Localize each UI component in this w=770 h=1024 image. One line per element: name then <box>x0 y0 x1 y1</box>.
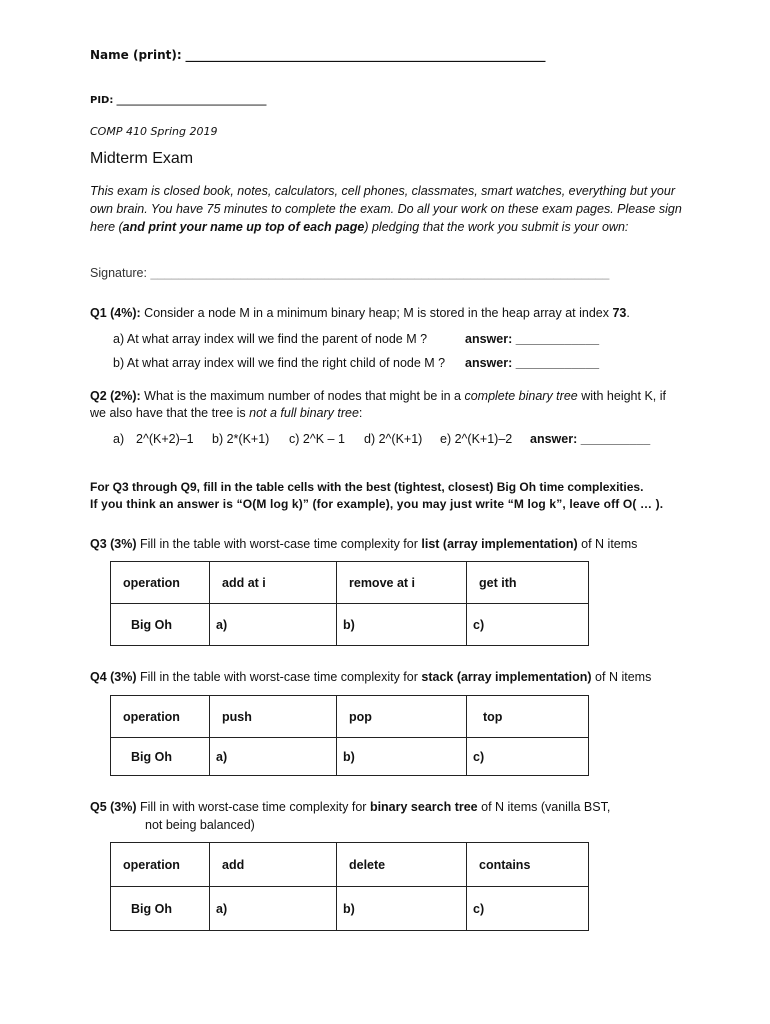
table-row <box>111 887 589 931</box>
table-row-label: Big Oh <box>111 604 210 646</box>
table-answer-cell[interactable]: a) <box>210 887 337 931</box>
q3-text: Fill in the table with worst-case time complexity for <box>136 537 422 551</box>
q5-bold: binary search tree <box>369 800 478 814</box>
table-header-cell: contains <box>467 843 589 887</box>
q2-option-a: 2^(K+2)–1 <box>136 432 194 446</box>
table-header-cell: top <box>467 696 589 738</box>
q1-part-b: b) At what array index will we find the right child of node M ? <box>113 356 446 370</box>
table-header-cell: delete <box>337 843 467 887</box>
q2-prompt-line2 <box>90 406 362 420</box>
table-answer-cell[interactable]: b) <box>337 604 467 646</box>
q2-ital2: not a full binary tree <box>249 406 359 420</box>
table-header-cell: pop <box>337 696 467 738</box>
q2-option-d: d) 2^(K+1) <box>364 432 423 446</box>
q2-line2b: : <box>358 406 363 420</box>
q1-label: Q1 (4%): <box>90 306 141 320</box>
q3-table <box>110 561 589 646</box>
table-row <box>111 604 589 646</box>
table-header-cell: get ith <box>467 562 589 604</box>
table-header-row <box>111 696 589 738</box>
table-header-cell: add at i <box>210 562 337 604</box>
course-label: COMP 410 Spring 2019 <box>90 125 218 138</box>
q3-prompt <box>90 537 637 551</box>
q1-part-a: a) At what array index will we find the parent of node M ? <box>113 332 428 346</box>
instructions-line2: If you think an answer is “O(M log k)” (for example), you may just write “M log k”, leave off O( … ). <box>90 497 664 511</box>
q4-text: Fill in the table with worst-case time complexity for <box>136 670 422 684</box>
q1-end: . <box>626 306 630 320</box>
name-line[interactable]: ____________________________________________________________ <box>185 48 546 62</box>
table-answer-cell[interactable]: b) <box>337 887 467 931</box>
table-header-row <box>111 562 589 604</box>
table-answer-cell[interactable]: c) <box>467 738 589 776</box>
table-answer-cell[interactable]: c) <box>467 604 589 646</box>
q3-label: Q3 (3%) <box>90 537 137 551</box>
instructions-line1: For Q3 through Q9, fill in the table cells with the best (tightest, closest) Big Oh time complexities. <box>90 480 644 494</box>
name-label: Name (print): <box>90 48 182 62</box>
intro-paragraph <box>90 182 690 236</box>
q1-answer-a[interactable]: answer: ____________ <box>465 332 600 346</box>
intro-bold: and print your name up top of each page <box>122 220 365 234</box>
signature-line[interactable]: __________________________________________________________________ <box>150 266 610 280</box>
q5-end: of N items (vanilla BST, <box>477 800 611 814</box>
q2-option-e: e) 2^(K+1)–2 <box>440 432 513 446</box>
q2-ital1: complete binary tree <box>464 389 578 403</box>
q2-line2a: we also have that the tree is <box>90 406 250 420</box>
q4-table <box>110 695 589 776</box>
table-header-cell: push <box>210 696 337 738</box>
table-answer-cell[interactable]: a) <box>210 604 337 646</box>
table-header-cell: add <box>210 843 337 887</box>
q3-end: of N items <box>577 537 638 551</box>
table-header-cell: remove at i <box>337 562 467 604</box>
q4-prompt <box>90 670 651 684</box>
table-row <box>111 738 589 776</box>
table-row-label: Big Oh <box>111 738 210 776</box>
q2-answer[interactable]: answer: __________ <box>530 432 651 446</box>
q2-prompt-line1 <box>90 389 666 403</box>
q2-option-b: b) 2*(K+1) <box>212 432 270 446</box>
q2-text2: with height K, if <box>577 389 666 403</box>
q4-label: Q4 (3%) <box>90 670 137 684</box>
q1-text: Consider a node M in a minimum binary heap; M is stored in the heap array at index <box>140 306 613 320</box>
q2-label: Q2 (2%): <box>90 389 141 403</box>
q4-end: of N items <box>591 670 652 684</box>
signature-field <box>90 266 609 280</box>
q5-prompt-line2: not being balanced) <box>145 818 255 832</box>
q2-option-c: c) 2^K – 1 <box>289 432 345 446</box>
q5-prompt-line1 <box>90 800 610 814</box>
table-answer-cell[interactable]: b) <box>337 738 467 776</box>
q3-bold: list (array implementation) <box>421 537 578 551</box>
table-row-label: Big Oh <box>111 887 210 931</box>
intro-text-2: ) pledging that the work you submit is your own: <box>364 220 629 234</box>
name-field <box>90 48 545 62</box>
pid-label: PID: <box>90 95 114 106</box>
table-header-row <box>111 843 589 887</box>
q5-table <box>110 842 589 931</box>
q5-text: Fill in with worst-case time complexity for <box>136 800 370 814</box>
signature-label: Signature: <box>90 266 147 280</box>
table-answer-cell[interactable]: c) <box>467 887 589 931</box>
q5-label: Q5 (3%) <box>90 800 137 814</box>
page-title: Midterm Exam <box>90 150 194 167</box>
intro-text-1: This exam is closed book, notes, calculators, cell phones, classmates, smart watches, everything but your own brain. You have 75 minutes to complete the exam. Do all your work on these exam pages. Please sign here ( <box>90 184 682 234</box>
q2-text1: What is the maximum number of nodes that might be in a <box>140 389 465 403</box>
q1-answer-b[interactable]: answer: ____________ <box>465 356 600 370</box>
q1-prompt <box>90 306 630 320</box>
q1-index: 73 <box>612 306 627 320</box>
q2-option-a-letter: a) <box>113 432 125 446</box>
table-header-cell: operation <box>111 696 210 738</box>
table-answer-cell[interactable]: a) <box>210 738 337 776</box>
table-header-cell: operation <box>111 843 210 887</box>
table-header-cell: operation <box>111 562 210 604</box>
pid-line[interactable]: ______________________________ <box>116 95 267 106</box>
q4-bold: stack (array implementation) <box>421 670 592 684</box>
pid-field <box>90 95 267 106</box>
